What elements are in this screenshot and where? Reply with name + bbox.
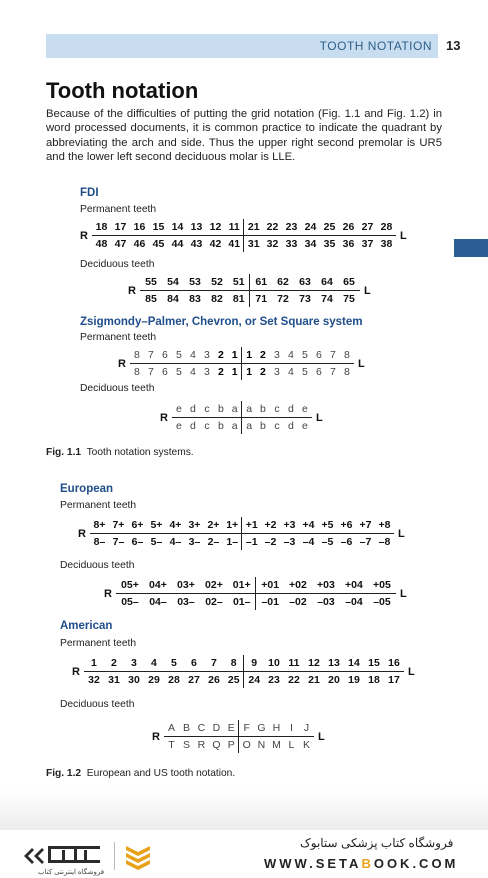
- tooth-cell: –3: [283, 536, 296, 548]
- tooth-cell: 6–: [131, 536, 144, 548]
- grid-table: [90, 517, 394, 550]
- tooth-cell: –02: [289, 596, 307, 608]
- tooth-cell: 5+: [147, 517, 166, 534]
- tooth-cell: 54: [162, 274, 184, 291]
- tooth-cell: 53: [184, 274, 206, 291]
- tooth-cell: 18: [92, 219, 111, 236]
- side-left: L: [363, 284, 371, 297]
- tooth-cell: 03–: [177, 596, 195, 608]
- tooth-cell: 20: [328, 674, 340, 686]
- tooth-cell: +05: [368, 577, 396, 594]
- tooth-cell: a: [228, 401, 242, 418]
- caption-label: Fig. 1.2: [46, 768, 82, 779]
- tooth-cell: d: [288, 420, 294, 432]
- tooth-cell: 65: [338, 274, 360, 291]
- tooth-cell: 2–: [207, 536, 220, 548]
- tooth-cell: 3–: [188, 536, 201, 548]
- tooth-cell: 75: [343, 293, 355, 305]
- tooth-cell: 44: [171, 238, 184, 250]
- tooth-cell: 63: [294, 274, 316, 291]
- fdi-deciduous-label: Deciduous teeth: [80, 259, 155, 270]
- tooth-cell: 55: [140, 274, 162, 291]
- tooth-cell: 3: [274, 366, 280, 378]
- tooth-cell: +03: [312, 577, 340, 594]
- tooth-cell: D: [209, 720, 224, 737]
- url-suffix: OOK.COM: [373, 856, 459, 871]
- side-right: R: [78, 527, 86, 540]
- tooth-cell: 32: [266, 238, 279, 250]
- caption-label: Fig. 1.1: [46, 447, 82, 458]
- american-deciduous-label: Deciduous teeth: [60, 699, 135, 710]
- tooth-cell: 85: [145, 293, 157, 305]
- brand-url: [264, 856, 458, 871]
- tooth-cell: 1: [84, 655, 104, 672]
- tooth-cell: –2: [264, 536, 277, 548]
- tooth-cell: R: [197, 739, 206, 751]
- tooth-cell: 42: [209, 238, 222, 250]
- tooth-cell: 01+: [228, 577, 256, 594]
- tooth-cell: 35: [323, 238, 336, 250]
- tooth-cell: 4: [186, 347, 200, 364]
- tooth-cell: B: [179, 720, 194, 737]
- tooth-cell: H: [269, 720, 284, 737]
- american-permanent-label: Permanent teeth: [60, 638, 137, 649]
- tooth-cell: 25: [320, 219, 339, 236]
- page-title: Tooth notation: [46, 78, 199, 103]
- american-permanent-grid: [72, 655, 415, 688]
- european-permanent-label: Permanent teeth: [60, 500, 137, 511]
- tooth-cell: –04: [345, 596, 363, 608]
- tooth-cell: d: [284, 401, 298, 418]
- tooth-cell: T: [168, 739, 175, 751]
- tooth-cell: 25: [224, 672, 244, 689]
- side-right: R: [152, 730, 160, 743]
- tooth-cell: 05+: [116, 577, 144, 594]
- tooth-cell: 16: [384, 655, 404, 672]
- side-right: R: [118, 357, 126, 370]
- tooth-cell: G: [254, 720, 269, 737]
- tooth-cell: Q: [212, 739, 221, 751]
- tooth-cell: C: [194, 720, 209, 737]
- tooth-cell: 4+: [166, 517, 185, 534]
- tooth-cell: e: [298, 401, 312, 418]
- tooth-cell: 2: [214, 347, 228, 364]
- page-number: 13: [446, 38, 461, 53]
- grid-table: [140, 274, 360, 307]
- european-deciduous-grid: [104, 577, 407, 610]
- figure-1-1-caption: [46, 447, 194, 458]
- tooth-cell: 6: [184, 655, 204, 672]
- tooth-cell: 61: [250, 274, 272, 291]
- tooth-cell: 12: [206, 219, 225, 236]
- tooth-cell: I: [284, 720, 299, 737]
- tooth-cell: 2: [104, 655, 124, 672]
- grid-table: [172, 401, 312, 434]
- tooth-cell: 22: [288, 674, 300, 686]
- tooth-cell: 7–: [112, 536, 125, 548]
- american-deciduous-grid: [152, 720, 325, 753]
- tooth-cell: 13: [324, 655, 344, 672]
- tooth-cell: 6+: [128, 517, 147, 534]
- tooth-cell: 7: [148, 366, 154, 378]
- tooth-cell: 5: [176, 366, 182, 378]
- tooth-cell: 5: [298, 347, 312, 364]
- tooth-cell: 8: [340, 347, 354, 364]
- tooth-cell: +3: [280, 517, 299, 534]
- tooth-cell: +4: [299, 517, 318, 534]
- tooth-cell: 46: [133, 238, 146, 250]
- tooth-cell: +7: [356, 517, 375, 534]
- grid-table: [116, 577, 396, 610]
- tooth-cell: +01: [256, 577, 284, 594]
- tooth-cell: +6: [337, 517, 356, 534]
- side-left: L: [315, 411, 323, 424]
- tooth-cell: P: [224, 737, 239, 754]
- european-permanent-grid: [78, 517, 405, 550]
- side-right: R: [72, 665, 80, 678]
- tooth-cell: 4: [190, 366, 196, 378]
- tooth-cell: 43: [190, 238, 203, 250]
- tooth-cell: 30: [128, 674, 140, 686]
- tooth-cell: 17: [111, 219, 130, 236]
- tooth-cell: 34: [304, 238, 317, 250]
- tooth-cell: 1: [246, 366, 253, 378]
- tooth-cell: 38: [380, 238, 393, 250]
- tooth-cell: +02: [284, 577, 312, 594]
- tooth-cell: e: [172, 401, 186, 418]
- tooth-cell: 8: [344, 366, 350, 378]
- tooth-cell: b: [218, 420, 224, 432]
- tooth-cell: 28: [168, 674, 180, 686]
- tooth-cell: 12: [304, 655, 324, 672]
- tooth-cell: 71: [255, 293, 268, 305]
- tooth-cell: b: [256, 401, 270, 418]
- tooth-cell: c: [200, 401, 214, 418]
- tooth-cell: 5: [302, 366, 308, 378]
- tooth-cell: –05: [373, 596, 391, 608]
- grid-table: [164, 720, 314, 753]
- tooth-cell: 5: [172, 347, 186, 364]
- tooth-cell: +1: [242, 517, 261, 534]
- side-right: R: [160, 411, 168, 424]
- tooth-cell: M: [272, 739, 281, 751]
- tooth-cell: 21: [308, 674, 320, 686]
- tooth-cell: 45: [152, 238, 165, 250]
- tooth-cell: –6: [340, 536, 353, 548]
- tooth-cell: e: [176, 420, 182, 432]
- tooth-cell: 22: [263, 219, 282, 236]
- tooth-cell: 36: [342, 238, 355, 250]
- tooth-cell: 1: [228, 347, 242, 364]
- tooth-cell: 3: [204, 366, 210, 378]
- tooth-cell: 11: [225, 219, 244, 236]
- tooth-cell: F: [239, 720, 254, 737]
- tooth-cell: 3+: [185, 517, 204, 534]
- fdi-permanent-label: Permanent teeth: [80, 204, 157, 215]
- tooth-cell: 24: [248, 674, 261, 686]
- tooth-cell: 17: [388, 674, 400, 686]
- tooth-cell: S: [182, 739, 190, 751]
- running-head: TOOTH NOTATION: [319, 39, 432, 53]
- tooth-cell: 8: [134, 366, 140, 378]
- tooth-cell: 16: [130, 219, 149, 236]
- tooth-cell: 14: [168, 219, 187, 236]
- tooth-cell: 7: [204, 655, 224, 672]
- tooth-cell: 31: [108, 674, 120, 686]
- tooth-cell: J: [299, 720, 314, 737]
- tooth-cell: –8: [378, 536, 391, 548]
- tooth-cell: 1–: [223, 534, 242, 551]
- fdi-title: FDI: [80, 187, 99, 199]
- tooth-cell: 32: [88, 674, 100, 686]
- tooth-cell: 18: [368, 674, 380, 686]
- tooth-cell: 81: [228, 291, 250, 308]
- url-accent: B: [361, 856, 374, 871]
- tooth-cell: 05–: [121, 596, 139, 608]
- tooth-cell: b: [260, 420, 266, 432]
- tooth-cell: 11: [284, 655, 304, 672]
- tooth-cell: 8: [224, 655, 244, 672]
- side-right: R: [104, 587, 112, 600]
- tooth-cell: 01–: [228, 594, 256, 611]
- side-left: L: [407, 665, 415, 678]
- tooth-cell: e: [302, 420, 308, 432]
- side-left: L: [357, 357, 365, 370]
- tooth-cell: 3: [200, 347, 214, 364]
- intro-paragraph: Because of the difficulties of putting the grid notation (Fig. 1.1 and Fig. 1.2) in word processed documents, it is common practice to indicate the quadrant by abbreviating the arch and side. Thus the upper right second premolar is UR5 and the lower left second deciduous molar is LLE.: [46, 108, 442, 164]
- side-left: L: [317, 730, 325, 743]
- figure-1-2-caption: [46, 768, 235, 779]
- side-left: L: [399, 229, 407, 242]
- tooth-cell: 7: [330, 366, 336, 378]
- tooth-cell: +8: [375, 517, 394, 534]
- tooth-cell: 8+: [90, 517, 109, 534]
- zsigmondy-title: Zsigmondy–Palmer, Chevron, or Set Square system: [80, 316, 363, 328]
- tooth-cell: A: [164, 720, 179, 737]
- chapter-tab: [454, 239, 488, 257]
- caption-text: Tooth notation systems.: [86, 447, 194, 458]
- tooth-cell: 2+: [204, 517, 223, 534]
- tooth-cell: 4–: [169, 536, 182, 548]
- tooth-cell: 72: [277, 293, 289, 305]
- tooth-cell: 7: [144, 347, 158, 364]
- fdi-deciduous-grid: [128, 274, 371, 307]
- tooth-cell: 33: [285, 238, 298, 250]
- tooth-cell: 82: [211, 293, 223, 305]
- tooth-cell: a: [228, 418, 242, 435]
- tooth-cell: 26: [208, 674, 220, 686]
- tooth-cell: +04: [340, 577, 368, 594]
- caption-text: European and US tooth notation.: [86, 768, 236, 779]
- tooth-cell: 29: [148, 674, 160, 686]
- tooth-cell: c: [274, 420, 280, 432]
- tooth-cell: –5: [321, 536, 334, 548]
- american-title: American: [60, 620, 113, 632]
- tooth-cell: d: [186, 401, 200, 418]
- tooth-cell: O: [242, 739, 251, 751]
- tooth-cell: 8: [130, 347, 144, 364]
- tooth-cell: –7: [359, 536, 372, 548]
- tooth-cell: a: [246, 420, 253, 432]
- tooth-cell: 23: [268, 674, 280, 686]
- tooth-cell: 04+: [144, 577, 172, 594]
- tooth-cell: 51: [228, 274, 250, 291]
- tooth-cell: 27: [358, 219, 377, 236]
- tooth-cell: 19: [348, 674, 360, 686]
- tooth-cell: 24: [301, 219, 320, 236]
- tooth-cell: 4: [288, 366, 294, 378]
- tooth-cell: c: [204, 420, 210, 432]
- tooth-cell: 7: [326, 347, 340, 364]
- logo-caption: فروشگاه اینترنتی کتاب: [38, 869, 105, 876]
- tooth-cell: 6: [162, 366, 168, 378]
- grid-table: [92, 219, 396, 252]
- tooth-cell: 4: [144, 655, 164, 672]
- tooth-cell: L: [288, 739, 295, 751]
- tooth-cell: 26: [339, 219, 358, 236]
- tooth-cell: 47: [114, 238, 127, 250]
- url-mid: SETA: [315, 856, 362, 871]
- tooth-cell: 27: [188, 674, 200, 686]
- tooth-cell: b: [214, 401, 228, 418]
- tooth-cell: 28: [377, 219, 396, 236]
- european-deciduous-label: Deciduous teeth: [60, 560, 135, 571]
- tooth-cell: 14: [344, 655, 364, 672]
- tooth-cell: 6: [316, 366, 322, 378]
- zsigmondy-permanent-grid: [118, 347, 365, 380]
- tooth-cell: 64: [316, 274, 338, 291]
- tooth-cell: 2: [260, 366, 266, 378]
- tooth-cell: –4: [302, 536, 315, 548]
- tooth-cell: 23: [282, 219, 301, 236]
- tooth-cell: 6: [158, 347, 172, 364]
- tooth-cell: 02–: [205, 596, 223, 608]
- tooth-cell: 52: [206, 274, 228, 291]
- fdi-permanent-grid: [80, 219, 407, 252]
- tooth-cell: 84: [167, 293, 179, 305]
- side-left: L: [399, 587, 407, 600]
- tooth-cell: 15: [364, 655, 384, 672]
- tooth-cell: N: [257, 739, 266, 751]
- tooth-cell: 5–: [150, 536, 163, 548]
- tooth-cell: 62: [272, 274, 294, 291]
- tooth-cell: K: [302, 739, 310, 751]
- tooth-cell: 3: [270, 347, 284, 364]
- tooth-cell: 37: [361, 238, 374, 250]
- tooth-cell: 4: [284, 347, 298, 364]
- tooth-cell: 73: [299, 293, 311, 305]
- url-prefix: WWW.: [264, 856, 316, 871]
- tooth-cell: 1: [242, 347, 256, 364]
- grid-table: [84, 655, 404, 688]
- tooth-cell: c: [270, 401, 284, 418]
- tooth-cell: 1: [228, 364, 242, 381]
- tooth-cell: 04–: [149, 596, 167, 608]
- tooth-cell: a: [242, 401, 256, 418]
- side-left: L: [397, 527, 405, 540]
- tooth-cell: E: [224, 720, 239, 737]
- side-right: R: [128, 284, 136, 297]
- tooth-cell: 1+: [223, 517, 242, 534]
- tooth-cell: +2: [261, 517, 280, 534]
- zsigmondy-deciduous-grid: [160, 401, 323, 434]
- tooth-cell: 48: [95, 238, 108, 250]
- tooth-cell: 74: [321, 293, 333, 305]
- tooth-cell: –1: [245, 536, 258, 548]
- tooth-cell: 21: [244, 219, 263, 236]
- tooth-cell: 2: [218, 366, 224, 378]
- tooth-cell: 83: [189, 293, 201, 305]
- tooth-cell: 31: [247, 238, 260, 250]
- tooth-cell: 2: [256, 347, 270, 364]
- tooth-cell: 8–: [93, 536, 106, 548]
- tooth-cell: +5: [318, 517, 337, 534]
- zsigmondy-deciduous-label: Deciduous teeth: [80, 383, 155, 394]
- tooth-cell: –03: [317, 596, 335, 608]
- side-right: R: [80, 229, 88, 242]
- tooth-cell: 10: [264, 655, 284, 672]
- tooth-cell: 03+: [172, 577, 200, 594]
- zsigmondy-permanent-label: Permanent teeth: [80, 332, 157, 343]
- tooth-cell: 15: [149, 219, 168, 236]
- brand-name-fa: فروشگاه کتاب پزشکی ستابوک: [300, 836, 454, 850]
- tooth-cell: 9: [244, 655, 264, 672]
- grid-table: [130, 347, 354, 380]
- tooth-cell: –01: [261, 596, 279, 608]
- footer-shade: [0, 790, 488, 830]
- tooth-cell: 6: [312, 347, 326, 364]
- tooth-cell: 3: [124, 655, 144, 672]
- tooth-cell: 7+: [109, 517, 128, 534]
- european-title: European: [60, 483, 114, 495]
- tooth-cell: d: [190, 420, 196, 432]
- tooth-cell: 02+: [200, 577, 228, 594]
- tooth-cell: 41: [225, 236, 244, 253]
- tooth-cell: 13: [187, 219, 206, 236]
- tooth-cell: 5: [164, 655, 184, 672]
